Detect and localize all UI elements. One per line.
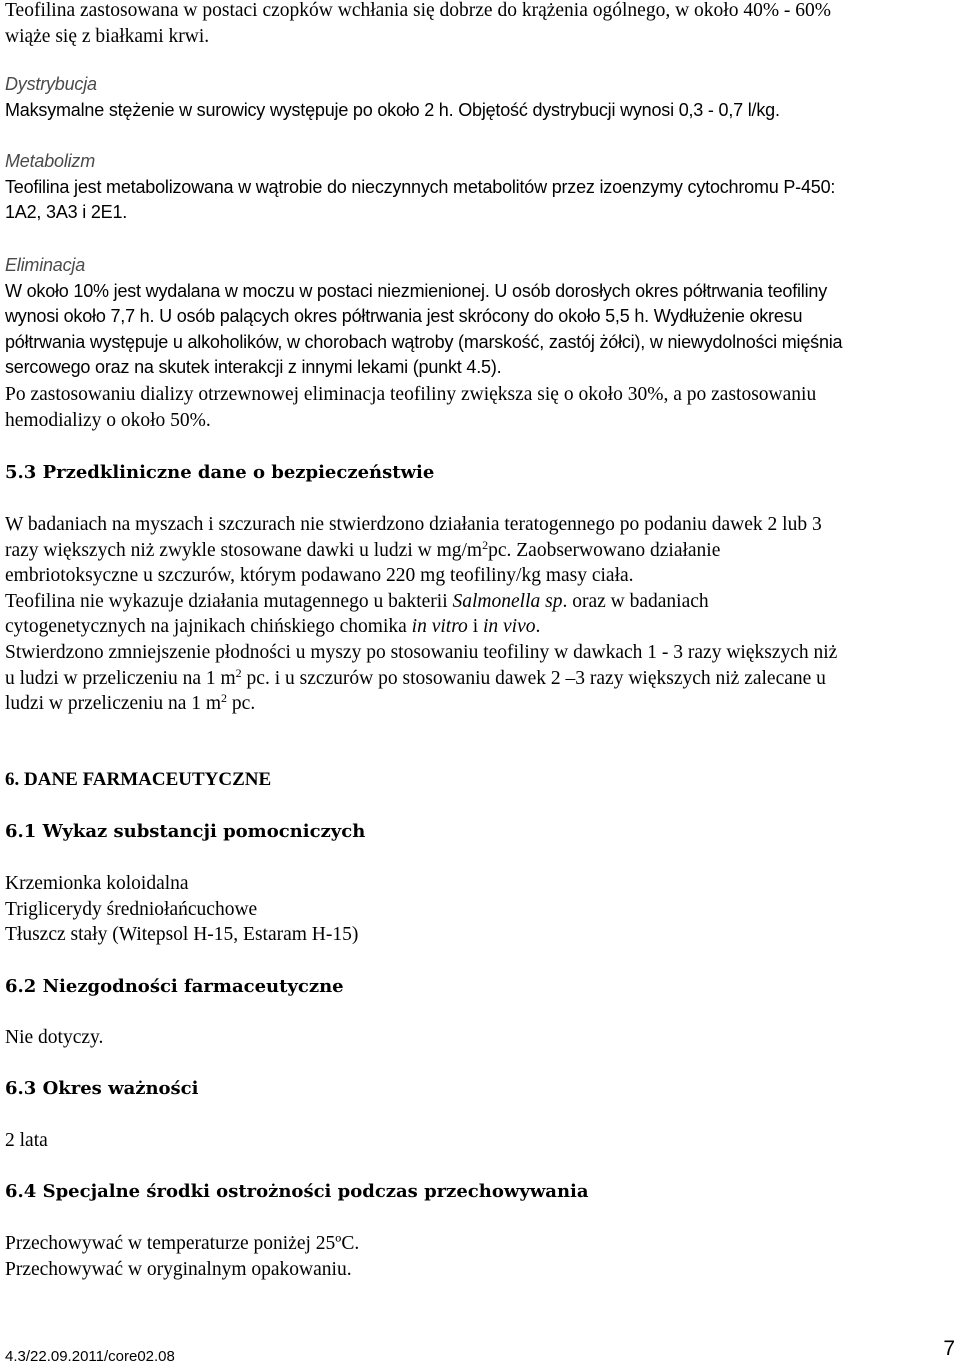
section-5-3-heading: 5.3 Przedkliniczne dane o bezpieczeństwie xyxy=(5,462,435,483)
section-6-2-body xyxy=(5,1025,955,1051)
intro-line: Teofilina zastosowana w postaci czopków wchłania się dobrze do krążenia ogólnego, w około 40% - 60% xyxy=(5,0,832,21)
section-6-4 xyxy=(5,1179,955,1205)
elimination-dialysis xyxy=(5,382,955,433)
section-6-4-body xyxy=(5,1231,955,1282)
section-6-3-body xyxy=(5,1128,955,1154)
section-5-3-body xyxy=(5,512,955,717)
section-5-3 xyxy=(5,460,955,486)
section-6-3-heading: 6.3 Okres ważności xyxy=(5,1078,199,1099)
elimination-text: półtrwania występuje u alkoholików, w chorobach wątroby (marskość, zastój żółci), w niewydolności mięśnia xyxy=(5,331,843,352)
section-6-heading: 6. DANE FARMACEUTYCZNE xyxy=(5,769,272,790)
superscript: 2 xyxy=(235,665,242,680)
distribution-heading: Dystrybucja xyxy=(5,74,97,94)
list-item: Triglicerydy średniołańcuchowe xyxy=(5,898,258,920)
metabolism-text: Teofilina jest metabolizowana w wątrobie do nieczynnych metabolitów przez izoenzymy cytochromu P-450: xyxy=(5,176,836,197)
section-6-3 xyxy=(5,1076,955,1102)
elimination-text: sercowego oraz na skutek interakcji z innymi lekami (punkt 4.5). xyxy=(5,357,502,378)
footer-document-code: 4.3/22.09.2011/core02.08 xyxy=(5,1348,175,1365)
italic-term: Salmonella sp xyxy=(452,590,563,612)
metabolism-heading: Metabolizm xyxy=(5,151,96,171)
text-span: . xyxy=(535,616,541,638)
italic-term: in vivo xyxy=(482,616,536,638)
section-5-3-text: embriotoksyczne u szczurów, którym podawano 220 mg teofiliny/kg masy ciała. xyxy=(5,565,634,587)
section-6-2-text: Nie dotyczy. xyxy=(5,1027,104,1048)
superscript: 2 xyxy=(221,691,228,706)
section-6-2 xyxy=(5,974,955,1000)
section-6-2-heading: 6.2 Niezgodności farmaceutyczne xyxy=(5,976,344,997)
section-5-3-text xyxy=(5,666,955,692)
list-item: Krzemionka koloidalna xyxy=(5,873,189,894)
superscript: 2 xyxy=(482,537,489,552)
elimination-section xyxy=(5,253,955,381)
elimination-text: wynosi około 7,7 h. U osób palących okres półtrwania jest skrócony do około 5,5 h. Wydłużenie okresu xyxy=(5,306,803,327)
text-span: ludzi w przeliczeniu na 1 m xyxy=(5,693,222,715)
intro-line: wiąże się z białkami krwi. xyxy=(5,25,210,47)
intro-paragraph xyxy=(5,0,955,49)
section-5-3-text xyxy=(5,614,955,640)
elimination-text: Po zastosowaniu dializy otrzewnowej eliminacja teofiliny zwiększa się o około 30%, a po zastosowaniu xyxy=(5,384,817,405)
section-5-3-text: Stwierdzono zmniejszenie płodności u myszy po stosowaniu teofiliny w dawkach 1 - 3 razy większych niż xyxy=(5,641,838,663)
text-span: . oraz w badaniach xyxy=(562,590,709,612)
section-6-3-text: 2 lata xyxy=(5,1130,48,1151)
text-span: pc. xyxy=(227,693,256,715)
list-item: Tłuszcz stały (Witepsol H-15, Estaram H-15) xyxy=(5,924,359,946)
metabolism-text: 1A2, 3A3 i 2E1. xyxy=(5,202,128,223)
elimination-heading: Eliminacja xyxy=(5,255,86,275)
section-5-3-text xyxy=(5,589,955,615)
section-6-4-heading: 6.4 Specjalne środki ostrożności podczas przechowywania xyxy=(5,1181,589,1202)
distribution-text: Maksymalne stężenie w surowicy występuje po około 2 h. Objętość dystrybucji wynosi 0,3 - 0,7 l/kg. xyxy=(5,99,780,120)
section-6-1-heading: 6.1 Wykaz substancji pomocniczych xyxy=(5,821,366,842)
metabolism-section xyxy=(5,149,955,226)
section-5-3-text xyxy=(5,691,955,717)
distribution-section xyxy=(5,72,955,123)
elimination-text: hemodializy o około 50%. xyxy=(5,409,211,431)
text-span: pc. i u szczurów po stosowaniu dawek 2 –3 razy większych niż zalecane u xyxy=(241,667,826,689)
section-5-3-text xyxy=(5,538,955,564)
section-5-3-text: W badaniach na myszach i szczurach nie stwierdzono działania teratogennego po podaniu dawek 2 lub 3 xyxy=(5,514,822,535)
excipients-list xyxy=(5,871,955,948)
text-span: cytogenetycznych na jajnikach chińskiego chomika xyxy=(5,616,412,638)
elimination-text: W około 10% jest wydalana w moczu w postaci niezmienionej. U osób dorosłych okres półtrwania teofiliny xyxy=(5,280,827,301)
section-6-4-text: Przechowywać w oryginalnym opakowaniu. xyxy=(5,1258,352,1280)
text-span: i xyxy=(467,616,483,638)
italic-term: in vitro xyxy=(411,616,468,638)
text-span: pc. Zaobserwowano działanie xyxy=(488,539,721,561)
text-span: razy większych niż zwykle stosowane dawki u ludzi w mg/m xyxy=(5,539,483,561)
section-6 xyxy=(5,767,955,793)
text-span: u ludzi w przeliczeniu na 1 m xyxy=(5,667,236,689)
section-6-4-text: Przechowywać w temperaturze poniżej 25ºC. xyxy=(5,1233,360,1254)
text-span: Teofilina nie wykazuje działania mutagennego u bakterii xyxy=(5,590,453,612)
section-6-1 xyxy=(5,819,955,845)
page-number: 7 xyxy=(943,1337,955,1360)
